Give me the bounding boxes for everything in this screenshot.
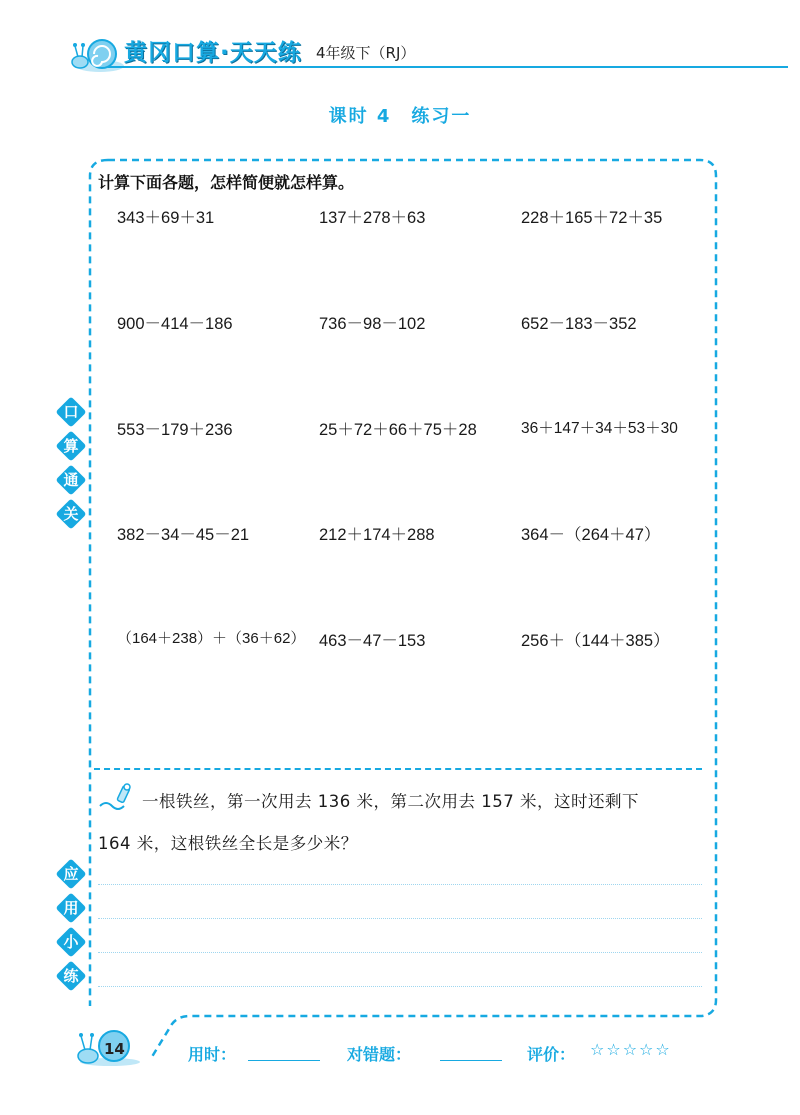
- expression: 343＋69＋31: [117, 209, 215, 227]
- side-label-lian: 练: [57, 962, 85, 990]
- expression: 736－98－102: [319, 315, 426, 333]
- expression: 364－（264＋47）: [521, 526, 661, 544]
- pen-icon: [98, 782, 138, 812]
- word-problem-text: 一根铁丝，第一次用去 136 米，第二次用去 157 米，这时还剩下: [142, 792, 639, 811]
- errors-label: 对错题：: [347, 1045, 412, 1064]
- answer-line: [98, 952, 702, 953]
- calc-instruction: 计算下面各题，怎样简便就怎样算。: [98, 173, 355, 192]
- expression: 212＋174＋288: [319, 526, 435, 544]
- expression: 553－179＋236: [117, 421, 233, 439]
- side-label-guan: 关: [57, 500, 85, 528]
- side-label-xiao: 小: [57, 928, 85, 956]
- side-label-kou: 口: [57, 398, 85, 426]
- rating-stars: ☆☆☆☆☆: [590, 1040, 672, 1059]
- page-number: 14: [104, 1040, 125, 1058]
- expression: 900－414－186: [117, 315, 233, 333]
- expression: 25＋72＋66＋75＋28: [319, 421, 477, 439]
- side-label-ying: 应: [57, 860, 85, 888]
- side-label-yong: 用: [57, 894, 85, 922]
- lesson-title: 课时 4 练习一: [328, 106, 472, 127]
- answer-line: [98, 986, 702, 987]
- expression: 382－34－45－21: [117, 526, 250, 544]
- expression: 137＋278＋63: [319, 209, 426, 227]
- rating-label: 评价：: [527, 1045, 576, 1064]
- answer-line: [98, 918, 702, 919]
- section-divider: [94, 768, 702, 770]
- time-label: 用时：: [188, 1045, 237, 1064]
- answer-line: [98, 884, 702, 885]
- expression: 228＋165＋72＋35: [521, 209, 663, 227]
- side-label-tong: 通: [57, 466, 85, 494]
- errors-blank: [440, 1060, 502, 1061]
- word-problem-text: 164 米，这根铁丝全长是多少米？: [98, 834, 358, 853]
- grade-label: 4年级下（RJ）: [316, 44, 416, 62]
- expression: 652－183－352: [521, 315, 637, 333]
- expression: 36＋147＋34＋53＋30: [521, 420, 678, 437]
- expression: （164＋238）＋（36＋62）: [117, 630, 306, 647]
- expression: 256＋（144＋385）: [521, 632, 670, 650]
- expression: 463－47－153: [319, 632, 426, 650]
- brand-title: 黄冈口算·天天练: [124, 40, 302, 66]
- time-blank: [248, 1060, 320, 1061]
- side-label-suan: 算: [57, 432, 85, 460]
